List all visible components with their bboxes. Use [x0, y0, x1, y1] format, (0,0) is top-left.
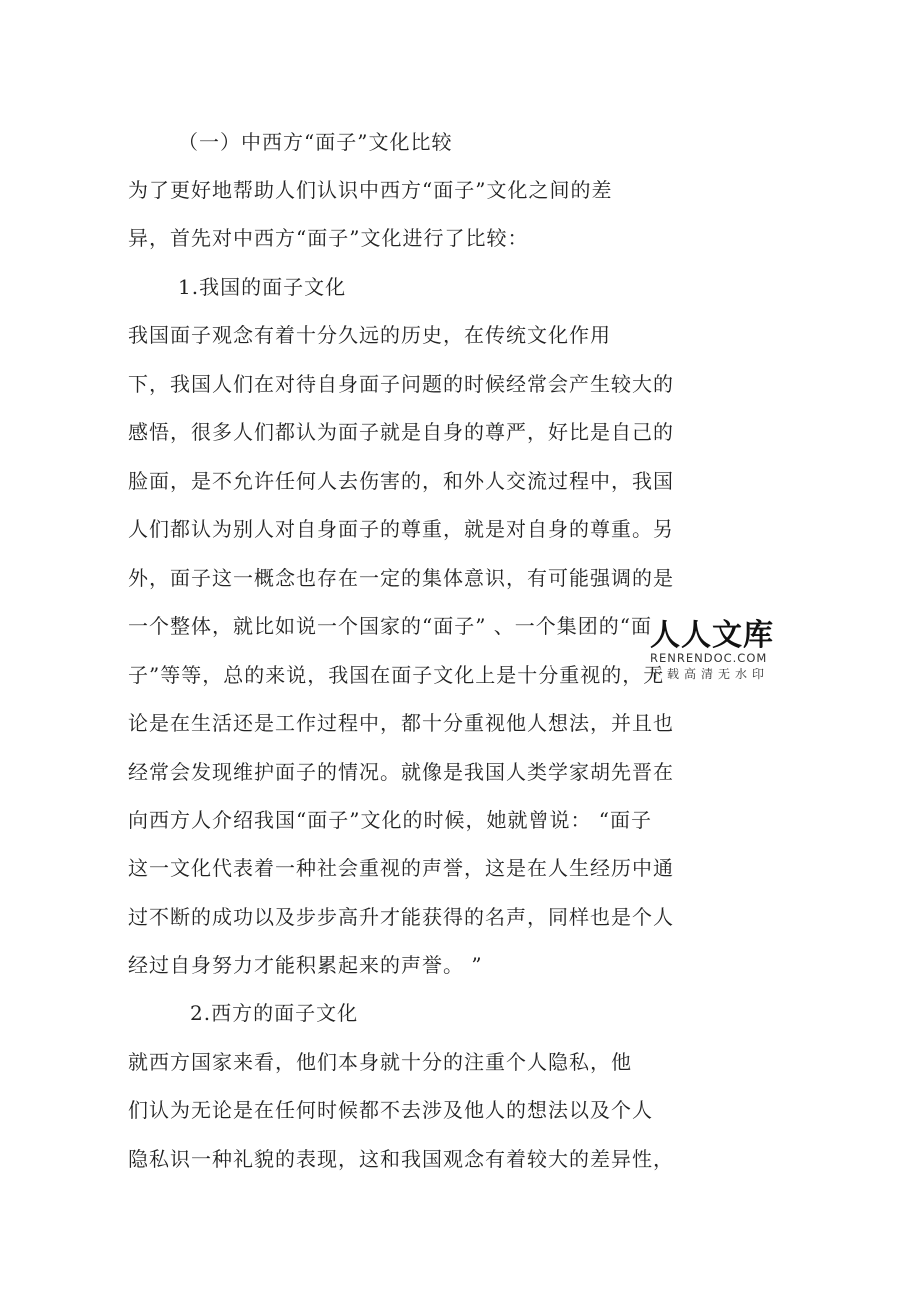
- subsection-1-heading: 1.我国的面子文化: [178, 275, 347, 299]
- paragraph-line: 感悟，很多人们都认为面子就是自身的尊严，好比是自己的: [128, 420, 674, 444]
- paragraph-line: 论是在生活还是工作过程中，都十分重视他人想法，并且也: [128, 711, 674, 735]
- paragraph-line: 经过自身努力才能积累起来的声誉。 ”: [128, 953, 483, 977]
- watermark-slogan: 下载高清无水印: [650, 667, 770, 681]
- watermark-url: RENRENDOC.COM: [650, 651, 768, 665]
- watermark-title: 人人文库: [650, 618, 774, 653]
- paragraph-line: 外，面子这一概念也存在一定的集体意识，有可能强调的是: [128, 566, 674, 590]
- paragraph-line: 我国面子观念有着十分久远的历史，在传统文化作用: [128, 323, 611, 347]
- paragraph-line: 一个整体，就比如说一个国家的“面子” 、一个集团的“面: [128, 614, 653, 638]
- paragraph-line: 人们都认为别人对自身面子的尊重，就是对自身的尊重。另: [128, 517, 674, 541]
- intro-line: 异，首先对中西方“面子”文化进行了比较：: [128, 226, 529, 250]
- paragraph-line: 下，我国人们在对待自身面子问题的时候经常会产生较大的: [128, 372, 674, 396]
- paragraph-line: 过不断的成功以及步步高升才能获得的名声，同样也是个人: [128, 905, 674, 929]
- paragraph-line: 隐私识一种礼貌的表现，这和我国观念有着较大的差异性，: [128, 1147, 674, 1171]
- paragraph-line: 就西方国家来看，他们本身就十分的注重个人隐私，他: [128, 1050, 632, 1074]
- paragraph-line: 经常会发现维护面子的情况。就像是我国人类学家胡先晋在: [128, 760, 674, 784]
- paragraph-line: 向西方人介绍我国“面子”文化的时候，她就曾说： “面子: [128, 808, 653, 832]
- paragraph-line: 子”等等，总的来说，我国在面子文化上是十分重视的，无: [128, 663, 665, 687]
- section-heading: （一）中西方“面子”文化比较: [178, 130, 453, 154]
- intro-line: 为了更好地帮助人们认识中西方“面子”文化之间的差: [128, 178, 613, 202]
- subsection-2-heading: 2.西方的面子文化: [190, 1001, 359, 1025]
- paragraph-line: 脸面，是不允许任何人去伤害的，和外人交流过程中，我国: [128, 469, 674, 493]
- paragraph-line: 这一文化代表着一种社会重视的声誉，这是在人生经历中通: [128, 856, 674, 880]
- watermark-logo: [650, 618, 780, 688]
- paragraph-line: 们认为无论是在任何时候都不去涉及他人的想法以及个人: [128, 1098, 653, 1122]
